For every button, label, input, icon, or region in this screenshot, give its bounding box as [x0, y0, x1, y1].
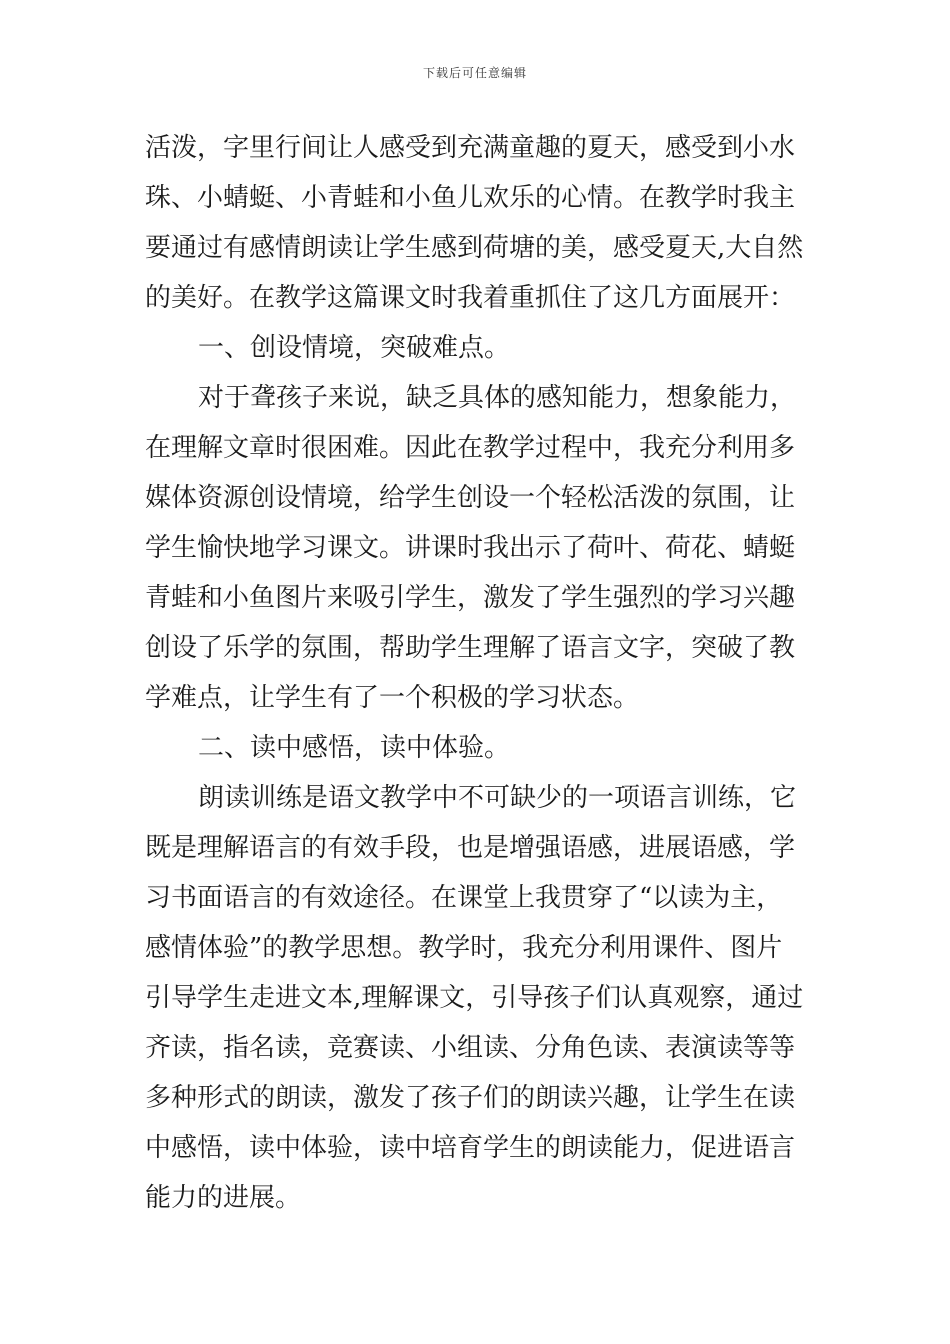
text-line: 中感悟，读中体验，读中培育学生的朗读能力，促进语言: [145, 1133, 796, 1163]
text-line: 齐读，指名读，竞赛读、小组读、分角色读、表演读等等: [145, 1033, 796, 1063]
text-line: 在理解文章时很困难。因此在教学过程中，我充分利用多: [145, 433, 796, 463]
text-line: 的美好。在教学这篇课文时我着重抓住了这几方面展开：: [145, 283, 796, 313]
text-line: 青蛙和小鱼图片来吸引学生，激发了学生强烈的学习兴趣: [145, 583, 796, 613]
section-heading: 一、创设情境，突破难点。: [198, 333, 511, 363]
text-line: 学生愉快地学习课文。讲课时我出示了荷叶、荷花、蜻蜓: [145, 533, 796, 563]
section-heading: 二、读中感悟，读中体验。: [198, 733, 511, 763]
text-line: 要通过有感情朗读让学生感到荷塘的美，感受夏天,大自然: [145, 233, 804, 263]
text-line: 引导学生走进文本,理解课文，引导孩子们认真观察，通过: [145, 983, 804, 1013]
text-line: 创设了乐学的氛围，帮助学生理解了语言文字，突破了教: [145, 633, 796, 663]
paragraph-start-line: 朗读训练是语文教学中不可缺少的一项语言训练，它: [198, 783, 797, 813]
text-line: 多种形式的朗读，激发了孩子们的朗读兴趣，让学生在读: [145, 1083, 796, 1113]
text-line: 媒体资源创设情境，给学生创设一个轻松活泼的氛围，让: [145, 483, 796, 513]
page-header-note: 下载后可任意编辑: [422, 66, 527, 80]
text-line: 能力的进展。: [145, 1183, 302, 1213]
paragraph-start-line: 对于聋孩子来说，缺乏具体的感知能力，想象能力，: [198, 383, 797, 413]
document-body: [145, 123, 810, 1223]
text-line: 既是理解语言的有效手段，也是增强语感，进展语感，学: [145, 833, 796, 863]
text-line: 珠、小蜻蜓、小青蛙和小鱼儿欢乐的心情。在教学时我主: [145, 183, 796, 213]
text-line: 感情体验”的教学思想。教学时，我充分利用课件、图片: [145, 933, 783, 963]
text-line: 活泼，字里行间让人感受到充满童趣的夏天，感受到小水: [145, 133, 796, 163]
text-line: 学难点，让学生有了一个积极的学习状态。: [145, 683, 640, 713]
text-line: 习书面语言的有效途径。在课堂上我贯穿了“以读为主，: [145, 883, 783, 913]
